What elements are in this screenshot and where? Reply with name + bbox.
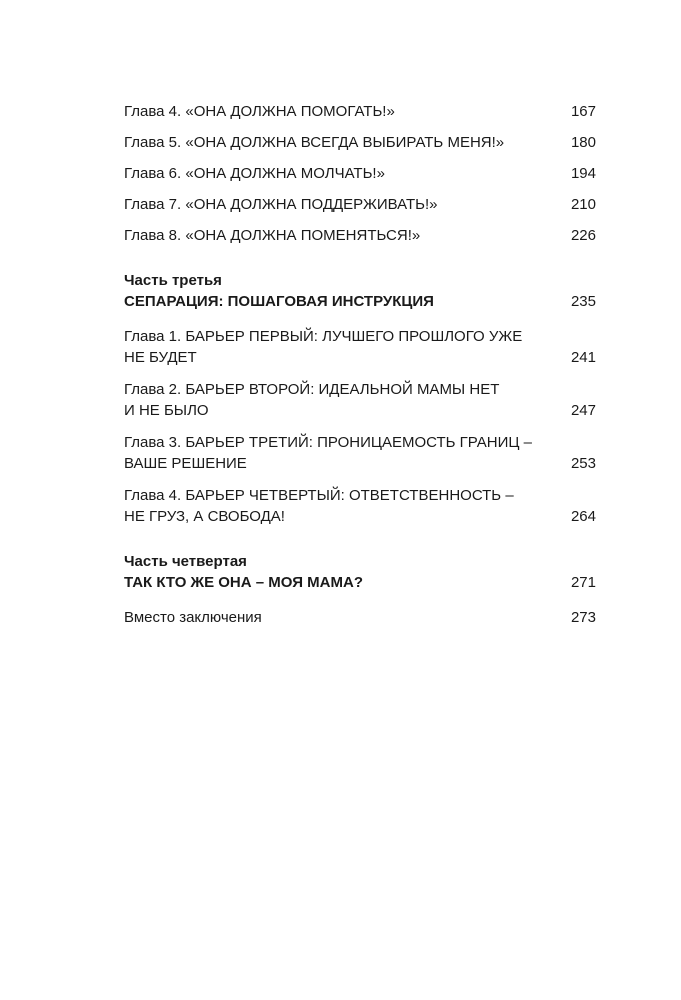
toc-entry-page: 273 (570, 609, 596, 626)
toc-conclusion (124, 607, 596, 628)
toc-entry (124, 326, 596, 368)
part-label: Часть третья (124, 272, 222, 289)
toc-entry (124, 485, 596, 527)
toc-entry (124, 194, 596, 215)
toc-entry-title: Глава 8. «ОНА ДОЛЖНА ПОМЕНЯТЬСЯ!» (124, 227, 421, 244)
part-title: ТАК КТО ЖЕ ОНА – МОЯ МАМА? (124, 574, 363, 591)
toc-entry-page: 247 (570, 402, 596, 419)
toc-entry-title-line1: Глава 4. БАРЬЕР ЧЕТВЕРТЫЙ: ОТВЕТСТВЕННОСТЬ – (124, 487, 514, 504)
toc-entry-title: Глава 5. «ОНА ДОЛЖНА ВСЕГДА ВЫБИРАТЬ МЕНЯ!» (124, 134, 505, 151)
toc-entry (124, 101, 596, 122)
toc-entry-title: Глава 7. «ОНА ДОЛЖНА ПОДДЕРЖИВАТЬ!» (124, 196, 438, 213)
toc-entry (124, 379, 596, 421)
toc-entry-title-line1: Глава 2. БАРЬЕР ВТОРОЙ: ИДЕАЛЬНОЙ МАМЫ НЕТ (124, 381, 500, 398)
toc-entry (124, 132, 596, 153)
toc-entry-page: 271 (570, 574, 596, 591)
toc-entry-title: Глава 6. «ОНА ДОЛЖНА МОЛЧАТЬ!» (124, 165, 385, 182)
toc-entry-page: 210 (570, 196, 596, 213)
toc-entry-page: 264 (570, 508, 596, 525)
toc-entry-title-line1: Глава 3. БАРЬЕР ТРЕТИЙ: ПРОНИЦАЕМОСТЬ ГРАНИЦ – (124, 434, 533, 451)
toc-entry-title-line2: И НЕ БЫЛО (124, 402, 209, 419)
table-of-contents (124, 101, 596, 628)
toc-entry-page: 235 (570, 293, 596, 310)
part-label: Часть четвертая (124, 553, 247, 570)
toc-entry (124, 432, 596, 474)
toc-entry (124, 225, 596, 246)
toc-entry-page: 241 (570, 349, 596, 366)
toc-part-four (124, 551, 596, 593)
toc-entry-page: 226 (570, 227, 596, 244)
toc-entry-page: 167 (570, 103, 596, 120)
toc-entry-title-line2: НЕ ГРУЗ, А СВОБОДА! (124, 508, 285, 525)
toc-entry-title-line1: Глава 1. БАРЬЕР ПЕРВЫЙ: ЛУЧШЕГО ПРОШЛОГО УЖЕ (124, 328, 523, 345)
toc-entry (124, 163, 596, 184)
toc-entry-page: 180 (570, 134, 596, 151)
toc-entry-title-line2: НЕ БУДЕТ (124, 349, 197, 366)
toc-entry-title: Вместо заключения (124, 609, 262, 626)
toc-entry-title: Глава 4. «ОНА ДОЛЖНА ПОМОГАТЬ!» (124, 103, 395, 120)
toc-entry-page: 194 (570, 165, 596, 182)
toc-part-three (124, 270, 596, 312)
toc-entry-page: 253 (570, 455, 596, 472)
toc-entry-title-line2: ВАШЕ РЕШЕНИЕ (124, 455, 247, 472)
part-title: СЕПАРАЦИЯ: ПОШАГОВАЯ ИНСТРУКЦИЯ (124, 293, 434, 310)
